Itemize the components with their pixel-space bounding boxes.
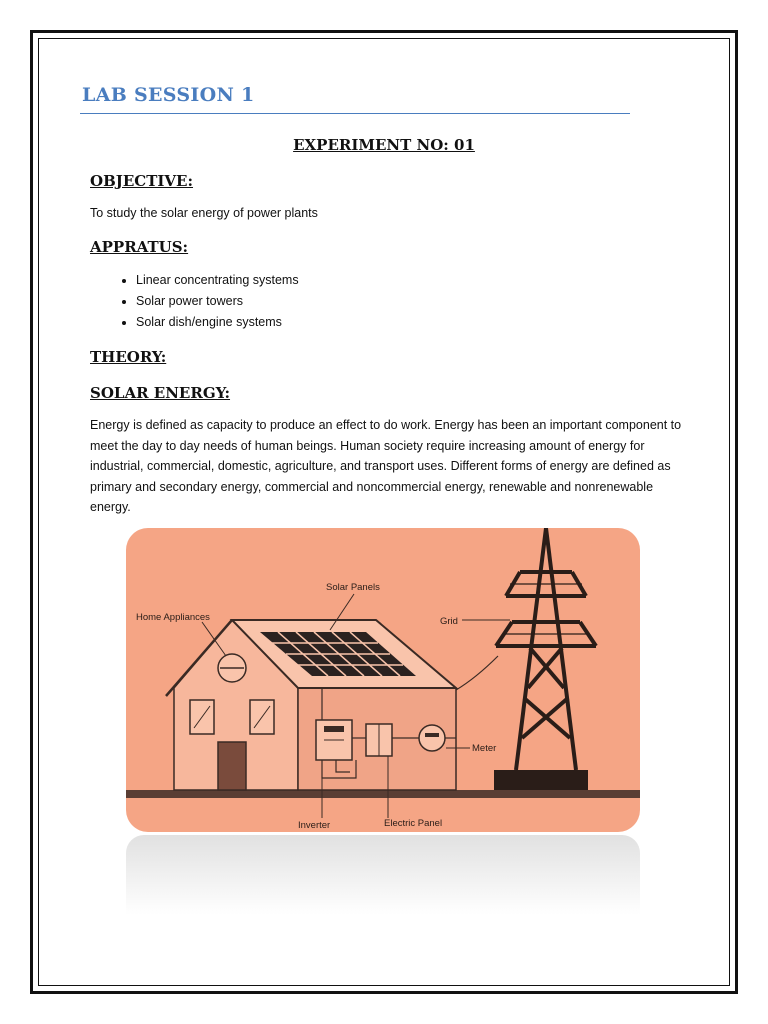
ground-line (126, 790, 640, 798)
apparatus-list (112, 270, 299, 333)
solar-energy-heading: SOLAR ENERGY: (90, 384, 231, 402)
diagram-reflection (126, 835, 640, 915)
apparatus-item: • Solar power towers (136, 291, 299, 312)
label-grid: Grid (440, 616, 458, 627)
label-solar-panels: Solar Panels (326, 582, 380, 593)
apparatus-item: • Solar dish/engine systems (136, 312, 299, 333)
objective-heading: OBJECTIVE: (90, 172, 194, 190)
experiment-title: EXPERIMENT NO: 01 (293, 136, 475, 154)
theory-heading: THEORY: (90, 348, 167, 366)
label-electric-panel: Electric Panel (384, 818, 443, 829)
objective-text: To study the solar energy of power plants (90, 206, 318, 220)
meter-dial (419, 725, 445, 751)
apparatus-heading: APPRATUS: (90, 238, 189, 256)
label-inverter: Inverter (298, 820, 331, 831)
tower-base (494, 770, 588, 790)
solar-energy-paragraph: Energy is defined as capacity to produce an effect to do work. Energy has been an important component to meet the day to day needs of human beings. Human society require increasing amount of energy for industrial, commercial, domestic, agriculture, and transport uses. Different forms of energy are defined as primary and secondary energy, commercial and noncommercial energy, renewable and nonrenewable energy. (90, 418, 682, 514)
solar-power-system-diagram (126, 528, 640, 832)
session-title: LAB SESSION 1 (82, 84, 255, 106)
label-home-appliances: Home Appliances (136, 612, 210, 623)
label-meter: Meter (472, 743, 497, 754)
title-underline-divider (80, 113, 630, 114)
house-door (218, 742, 246, 790)
apparatus-item: • Linear concentrating systems (136, 270, 299, 291)
